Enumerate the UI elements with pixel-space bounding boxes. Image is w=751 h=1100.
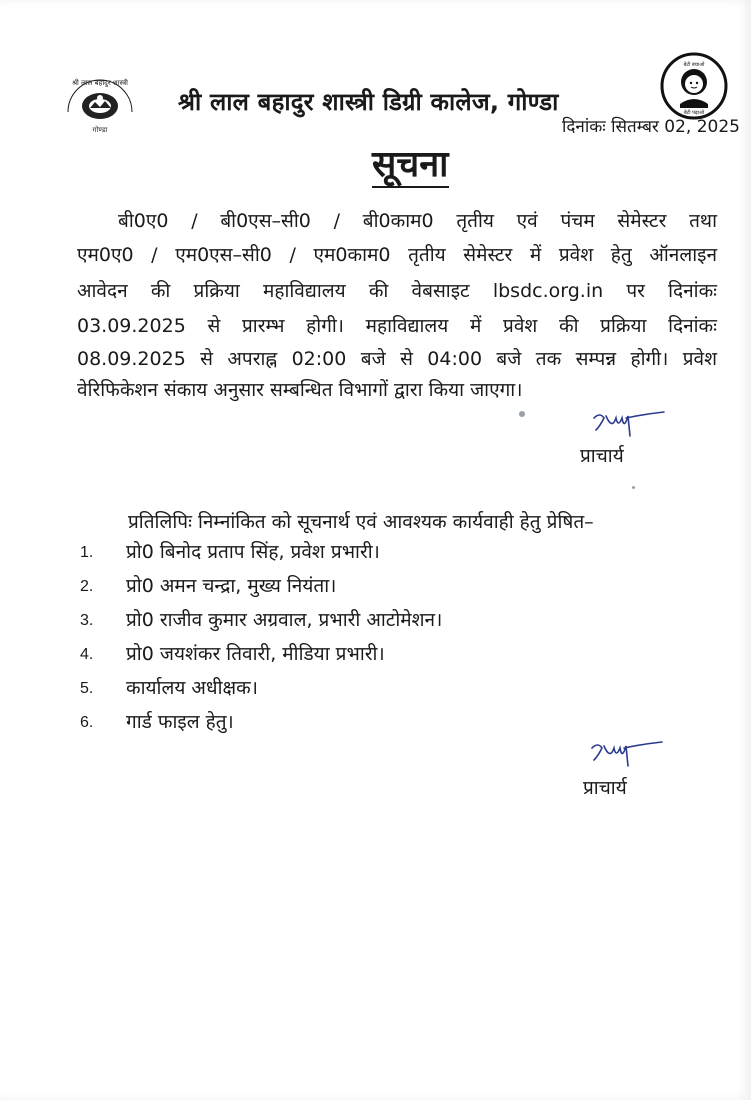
list-item-text: प्रो0 राजीव कुमार अग्रवाल, प्रभारी आटोमेशन। <box>126 609 443 631</box>
paper-speck <box>519 411 525 417</box>
list-item-text: प्रो0 अमन चन्द्रा, मुख्य नियंता। <box>126 575 337 597</box>
beti-bachao-logo <box>660 52 728 120</box>
notice-body-line: 03.09.2025 से प्रारम्भ होगी। महाविद्यालय में प्रवेश की प्रक्रिया दिनांकः <box>77 315 717 337</box>
paper-speck <box>632 486 635 489</box>
notice-date: दिनांकः सितम्बर 02, 2025 <box>561 117 740 137</box>
notice-body-line: एम0ए0 / एम0एस–सी0 / एम0काम0 तृतीय सेमेस्टर में प्रवेश हेतु ऑनलाइन <box>77 244 717 266</box>
list-item-text: कार्यालय अधीक्षक। <box>126 677 258 699</box>
list-item-text: प्रो0 जयशंकर तिवारी, मीडिया प्रभारी। <box>126 643 385 665</box>
list-item-text: गार्ड फाइल हेतु। <box>126 711 234 733</box>
list-item <box>80 708 680 742</box>
list-item-number: 1. <box>80 544 94 561</box>
notice-body-line: बी0ए0 / बी0एस–सी0 / बी0काम0 तृतीय एवं पंचम सेमेस्टर तथा <box>118 210 717 232</box>
college-emblem-logo <box>58 72 142 136</box>
list-item-text: प्रो0 बिनोद प्रताप सिंह, प्रवेश प्रभारी। <box>126 541 380 563</box>
notice-body-line: वेरिफिकेशन संकाय अनुसार सम्बन्धित विभागों द्वारा किया जाएगा। <box>77 379 523 401</box>
notice-title: सूचना <box>372 146 449 188</box>
notice-body-line: 08.09.2025 से अपराह्न 02:00 बजे से 04:00 बजे तक सम्पन्न होगी। प्रवेश <box>77 348 717 370</box>
list-item <box>80 606 680 640</box>
list-item <box>80 572 680 606</box>
list-item <box>80 538 680 572</box>
principal-designation: प्राचार्य <box>580 445 624 467</box>
principal-signature <box>588 738 668 774</box>
svg-text:गोण्डा: गोण्डा <box>92 126 108 134</box>
copy-intro: प्रतिलिपिः निम्नांकित को सूचनार्थ एवं आवश्यक कार्यवाही हेतु प्रेषित– <box>128 511 594 533</box>
svg-text:बेटी पढ़ाओ: बेटी पढ़ाओ <box>683 110 705 116</box>
svg-text:श्री लाल बहादुर शास्त्री: श्री लाल बहादुर शास्त्री <box>72 79 128 87</box>
list-item-number: 6. <box>80 714 94 731</box>
list-item-number: 2. <box>80 578 94 595</box>
svg-text:बेटी बचाओ: बेटी बचाओ <box>683 62 705 68</box>
notice-body-line: आवेदन की प्रक्रिया महाविद्यालय की वेबसाइट lbsdc.org.in पर दिनांकः <box>77 280 717 302</box>
list-item-number: 5. <box>80 680 94 697</box>
list-item-number: 4. <box>80 646 94 663</box>
college-name-heading: श्री लाल बहादुर शास्त्री डिग्री कालेज, गोण्डा <box>178 88 559 116</box>
list-item-number: 3. <box>80 612 94 629</box>
list-item <box>80 640 680 674</box>
list-item <box>80 674 680 708</box>
principal-signature <box>590 408 670 444</box>
principal-designation: प्राचार्य <box>583 777 627 799</box>
